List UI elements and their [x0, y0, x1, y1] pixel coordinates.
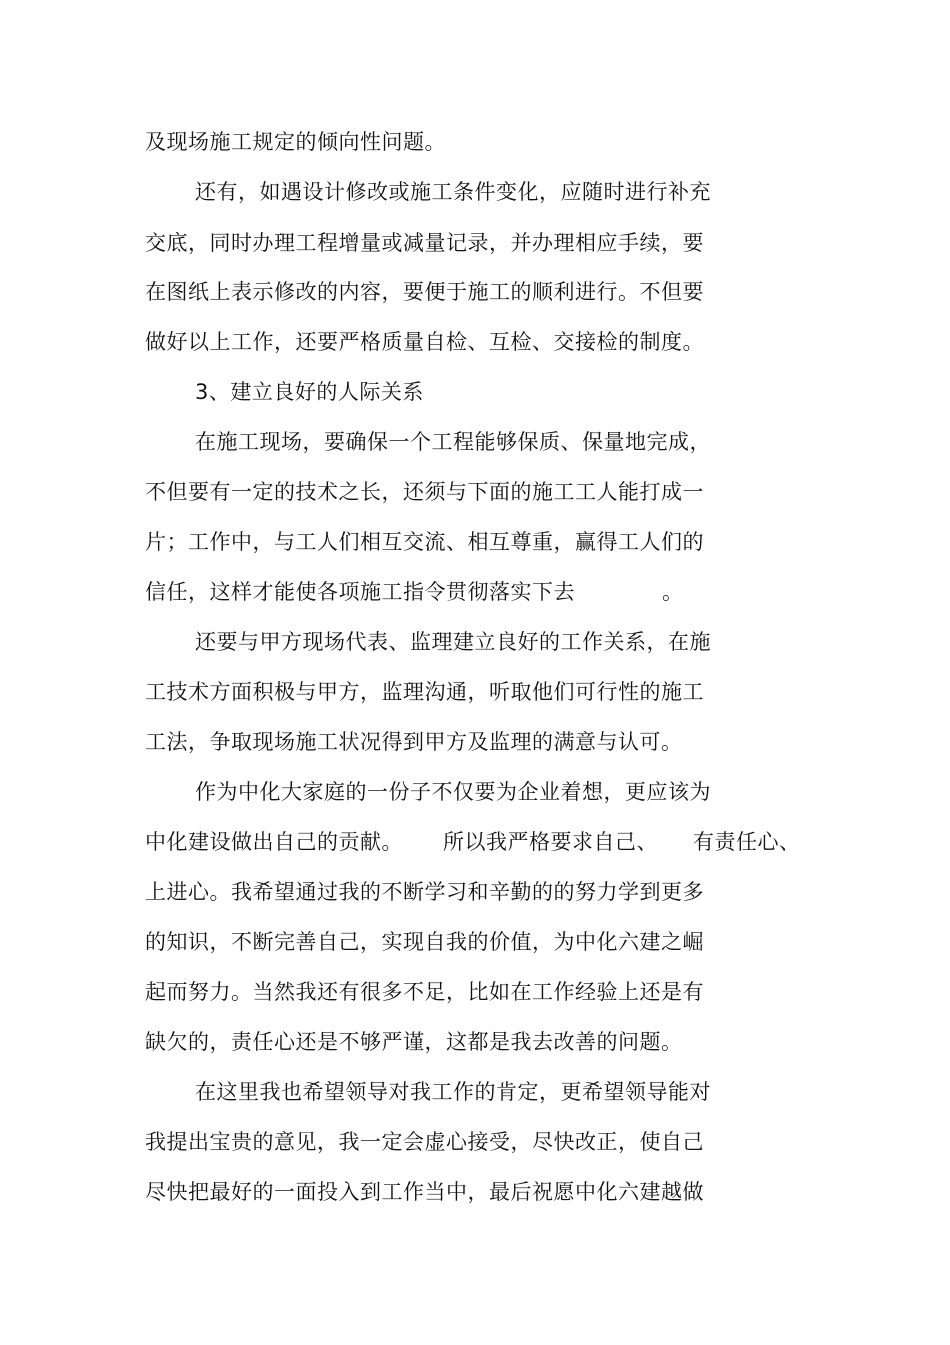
- text-line: 还要与甲方现场代表、监理建立良好的工作关系，在施: [195, 630, 711, 654]
- text-line: 工法，争取现场施工状况得到甲方及监理的满意与认可。: [145, 730, 683, 754]
- text-line-fragment: 所以我严格要求自己、: [443, 830, 658, 854]
- text-line: 在施工现场，要确保一个工程能够保质、保量地完成，: [195, 430, 711, 454]
- text-line: 及现场施工规定的倾向性问题。: [145, 130, 446, 154]
- text-line: 做好以上工作，还要严格质量自检、互检、交接检的制度。: [145, 330, 704, 354]
- text-line: 缺欠的，责任心还是不够严谨，这都是我去改善的问题。: [145, 1030, 683, 1054]
- text-line: 还有，如遇设计修改或施工条件变化，应随时进行补充: [195, 180, 711, 204]
- section-heading: 3、建立良好的人际关系: [195, 380, 424, 404]
- text-line-fragment: 。: [662, 580, 684, 604]
- text-line: 尽快把最好的一面投入到工作当中，最后祝愿中化六建越做: [145, 1180, 704, 1204]
- text-line: 片；工作中，与工人们相互交流、相互尊重，赢得工人们的: [145, 530, 704, 554]
- text-line: 我提出宝贵的意见，我一定会虚心接受，尽快改正，使自己: [145, 1130, 704, 1154]
- text-line: 的知识，不断完善自己，实现自我的价值，为中化六建之崛: [145, 930, 704, 954]
- text-line: 起而努力。当然我还有很多不足，比如在工作经验上还是有: [145, 980, 704, 1004]
- text-line: 在这里我也希望领导对我工作的肯定，更希望领导能对: [195, 1080, 711, 1104]
- text-line: 作为中化大家庭的一份子不仅要为企业着想，更应该为: [195, 780, 711, 804]
- text-line: 信任，这样才能使各项施工指令贯彻落实下去: [145, 580, 575, 604]
- text-line: 不但要有一定的技术之长，还须与下面的施工工人能打成一: [145, 480, 704, 504]
- text-line: 交底，同时办理工程增量或减量记录，并办理相应手续，要: [145, 231, 704, 255]
- text-line: 工技术方面积极与甲方，监理沟通，听取他们可行性的施工: [145, 680, 704, 704]
- text-line: 中化建设做出自己的贡献。: [145, 830, 403, 854]
- text-line: 上进心。我希望通过我的不断学习和辛勤的的努力学到更多: [145, 880, 704, 904]
- text-line-fragment: 有责任心、: [693, 830, 801, 854]
- text-line: 在图纸上表示修改的内容，要便于施工的顺利进行。不但要: [145, 280, 704, 304]
